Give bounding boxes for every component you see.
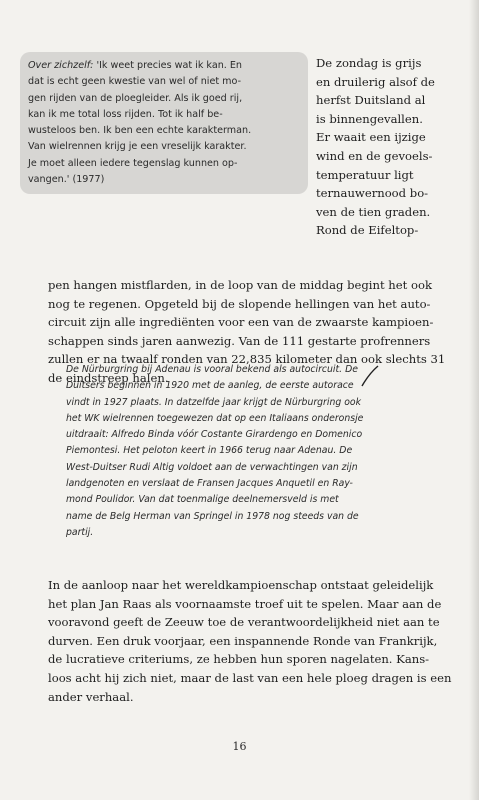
text-line: wind en de gevoels- (316, 148, 433, 163)
inset-line: name de Belg Herman van Springel in 1978 nog steeds van de (66, 510, 359, 522)
text-line: ander verhaal. (48, 689, 134, 704)
inset-line: De Nürburgring bij Adenau is vooral bekend als autocircuit. De (66, 364, 358, 375)
text-line: pen hangen mistflarden, in de loop van de middag begint het ook (48, 278, 432, 292)
inset-line: uitdraait: Alfredo Binda vóór Costante Girardengo en Domenico (66, 429, 363, 441)
text-line: Rond de Eifeltop- (316, 223, 419, 238)
quote-line: 'Ik weet precies wat ik kan. En (96, 60, 243, 71)
inset-line: het WK wielrennen toegewezen dat op een Italiaans onderonsje (66, 412, 364, 424)
quote-line: dat is echt geen kwestie van wel of niet mo- (28, 76, 242, 88)
text-line: De zondag is grijs (316, 56, 422, 70)
quote-line: kan ik me total loss rijden. Tot ik half be- (28, 108, 223, 120)
inset-line: West-Duitser Rudi Altig voldoet aan de verwachtingen van zijn (66, 461, 358, 473)
inset-note (66, 362, 446, 541)
text-line: ternauwernood bo- (316, 186, 429, 201)
text-line: het plan Jan Raas als voornaamste troef uit te spelen. Maar aan de (48, 596, 442, 611)
text-line: In de aanloop naar het wereldkampioenschap ontstaat geleidelijk (48, 578, 434, 592)
text-line: herfst Duitsland al (316, 93, 426, 108)
text-line: circuit zijn alle ingrediënten voor een van de zwaarste kampioen- (48, 315, 434, 330)
right-column-text (316, 54, 462, 240)
text-line: temperatuur ligt (316, 167, 414, 182)
text-line: ven de tien graden. (316, 204, 431, 219)
quote-line: vangen.' (1977) (28, 174, 105, 186)
text-line: en druilerig alsof de (316, 74, 435, 89)
quote-line: gen rijden van de ploegleider. Als ik goed rij, (28, 92, 243, 104)
text-line: de lucratieve criteriums, ze hebben hun sporen nagelaten. Kans- (48, 652, 430, 667)
quote-line: wusteloos ben. Ik ben een echte karakterman. (28, 125, 252, 137)
inset-line: partij. (66, 526, 94, 538)
inset-line: vindt in 1927 plaats. In datzelfde jaar krijgt de Nürburgring ook (66, 396, 361, 408)
text-line: durven. Een druk voorjaar, een inspannende Ronde van Frankrijk, (48, 633, 438, 648)
text-line: schappen sinds jaren aanwezig. Van de 111 gestarte profrenners (48, 333, 431, 348)
quote-label: Over zichzelf: (28, 60, 94, 71)
text-line: zullen er na twaalf ronden van 22,835 kilometer dan ook slechts 31 (48, 352, 446, 367)
page-number: 16 (232, 740, 247, 753)
text-line: loos acht hij zich niet, maar de last van een hele ploeg dragen is een (48, 670, 452, 685)
page-edge-shadow (469, 0, 479, 800)
text-line: de eindstreep halen. (48, 370, 169, 385)
body-paragraph-2 (48, 576, 464, 706)
inset-line: Duitsers beginnen in 1920 met de aanleg, de eerste autorace (66, 380, 354, 392)
quote-box (20, 52, 308, 194)
text-line: Er waait een ijzige (316, 130, 426, 145)
inset-line: mond Poulidor. Van dat toenmalige deelnemersveld is met (66, 494, 339, 506)
text-line: nog te regenen. Opgeteld bij de slopende hellingen van het auto- (48, 296, 431, 311)
inset-line: Piemontesi. Het peloton keert in 1966 terug naar Adenau. De (66, 445, 353, 457)
quote-line: Van wielrennen krijg je een vreselijk karakter. (28, 141, 247, 153)
text-line: is binnengevallen. (316, 111, 423, 126)
text-line: vooravond geeft de Zeeuw toe de verantwoordelijkheid niet aan te (48, 615, 440, 630)
inset-line: landgenoten en verslaat de Fransen Jacques Anquetil en Ray- (66, 478, 353, 490)
quote-line: Je moet alleen iedere tegenslag kunnen op- (28, 157, 238, 169)
